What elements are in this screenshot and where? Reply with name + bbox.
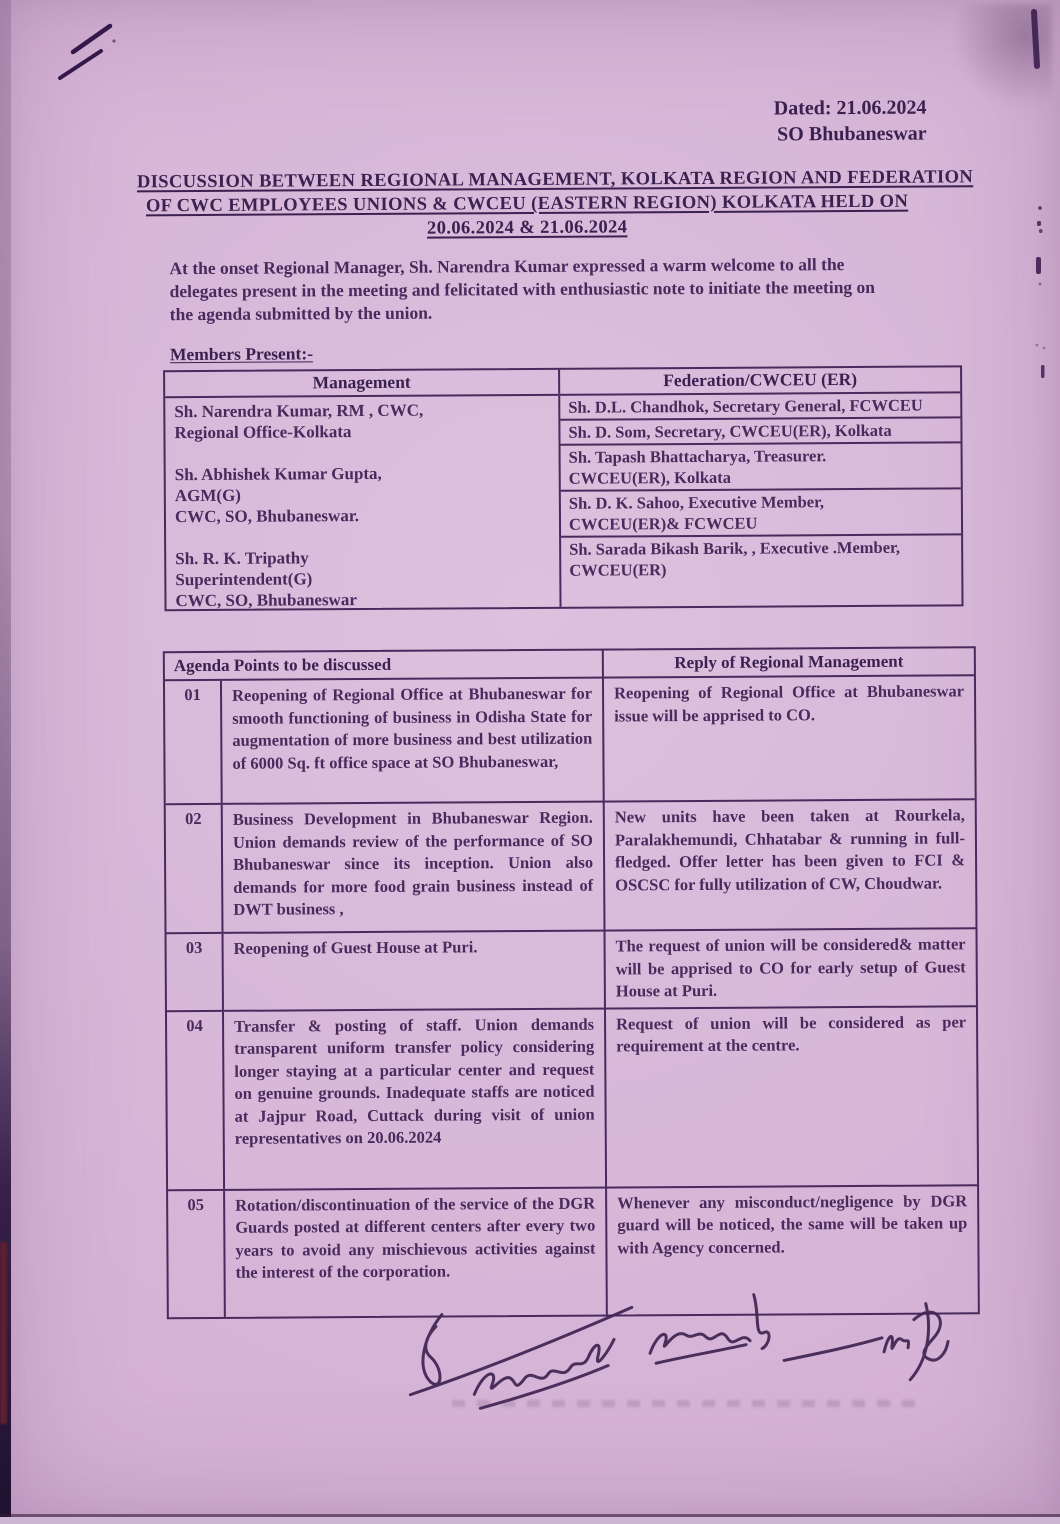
reply-cell: Whenever any misconduct/negligence by DGR guard will be noticed, the same will be taken up with Agency concerned. <box>617 1190 968 1257</box>
agenda-row <box>165 676 975 805</box>
agenda-point-cell: Reopening of Regional Office at Bhubaneswar for smooth functioning of business in Odisha State for augmentation of more business and best utilization of 6000 Sq. ft office space at SO Bhubaneswar, <box>222 679 605 803</box>
federation-member-row: Sh. Tapash Bhattacharya, Treasurer. CWCEU(ER), Kolkata <box>561 443 961 491</box>
ink-bleed-through <box>452 1400 920 1407</box>
federation-members-column <box>560 393 961 606</box>
agenda-row <box>167 929 976 1011</box>
federation-member-row: Sh. D.L. Chandhok, Secretary General, FCWCEU <box>560 393 960 420</box>
reply-cell: The request of union will be considered& matter will be apprised to CO for early setup of Guest House at Puri. <box>615 934 966 1001</box>
members-present-heading: Members Present:- <box>169 343 314 365</box>
agenda-point-cell: Transfer & posting of staff. Union demands transparent uniform transfer policy considering longer staying at a particular center and request on genuine grounds. Inadequate staffs are noticed at Jajpur Road, Cuttack during visit of union representatives on 20.06.2024 <box>224 1009 607 1188</box>
federation-member-row: Sh. D. K. Sahoo, Executive Member, CWCEU(ER)& FCWCEU <box>561 489 961 537</box>
agenda-number-cell: 01 <box>165 681 223 803</box>
title-line-3: 20.06.2024 & 21.06.2024 <box>426 217 628 239</box>
reply-cell: Request of union will be considered as per requirement at the centre. <box>616 1011 967 1056</box>
management-header-cell: Management <box>165 370 560 396</box>
members-table <box>163 365 963 611</box>
federation-header-cell: Federation/CWCEU (ER) <box>663 368 858 391</box>
intro-paragraph: At the onset Regional Manager, Sh. Narendra Kumar expressed a warm welcome to all the delegates present in the meeting and felicitated with enthusiastic note to initiate the meeting on the agenda submitted by the union. <box>169 254 876 325</box>
dated-line: Dated: 21.06.2024 <box>773 96 927 120</box>
members-table-body <box>165 393 961 609</box>
federation-member-row: Sh. Sarada Bikash Barik, , Executive .Member, CWCEU(ER) <box>569 537 901 580</box>
office-line: SO Bhubaneswar <box>777 122 927 146</box>
scan-bottom-strip <box>0 1517 1060 1524</box>
federation-member-row: Sh. D. Som, Secretary, CWCEU(ER), Kolkata <box>560 418 960 445</box>
title-line-1: DISCUSSION BETWEEN REGIONAL MANAGEMENT, KOLKATA REGION AND FEDERATION <box>136 167 974 193</box>
agenda-points-header-cell: Agenda Points to be discussed <box>165 651 604 680</box>
agenda-number-cell: 02 <box>166 805 224 932</box>
document-title <box>136 166 974 243</box>
handwritten-signatures <box>374 1275 975 1449</box>
reply-cell: New units have been taken at Rourkela, Paralakhemundi, Chhatabar & running in full-fledged. Offer letter has been given to FCI & OSCSC for fully utilization of CW, Choudwar. <box>614 805 966 894</box>
management-members-cell: Sh. Narendra Kumar, RM , CWC, Regional Office-Kolkata Sh. Abhishek Kumar Gupta, AGM(G) CWC, SO, Bhubaneswar. Sh. R. K. Tripathy Superintendent(G) CWC, SO, Bhubaneswar <box>165 396 561 609</box>
agenda-number-cell: 05 <box>168 1190 226 1316</box>
scan-corner-shadow <box>952 4 1052 109</box>
agenda-row <box>167 1007 977 1191</box>
agenda-number-cell: 04 <box>167 1011 225 1188</box>
reply-header-cell: Reply of Regional Management <box>674 651 904 673</box>
agenda-point-cell: Business Development in Bhubaneswar Region. Union demands review of the performance of SO Bhubaneswar since its inception. Union also demands for more food grain business instead of DWT business , <box>223 803 606 932</box>
agenda-point-cell: Rotation/discontinuation of the service of the DGR Guards posted at different centers after every two years to avoid any mischievous activities against the interest of the corporation. <box>225 1188 608 1316</box>
agenda-number-cell: 03 <box>167 934 224 1010</box>
title-line-2: OF CWC EMPLOYEES UNIONS & CWCEU (EASTERN REGION) KOLKATA HELD ON <box>145 191 909 217</box>
scan-edge-sliver <box>0 1242 7 1424</box>
reply-cell: Reopening of Regional Office at Bhubaneswar issue will be apprised to CO. <box>613 681 965 725</box>
dated-block <box>626 95 926 149</box>
agenda-point-cell: Reopening of Guest House at Puri. <box>224 932 606 1010</box>
agenda-table <box>163 646 980 1318</box>
agenda-row <box>166 800 976 934</box>
